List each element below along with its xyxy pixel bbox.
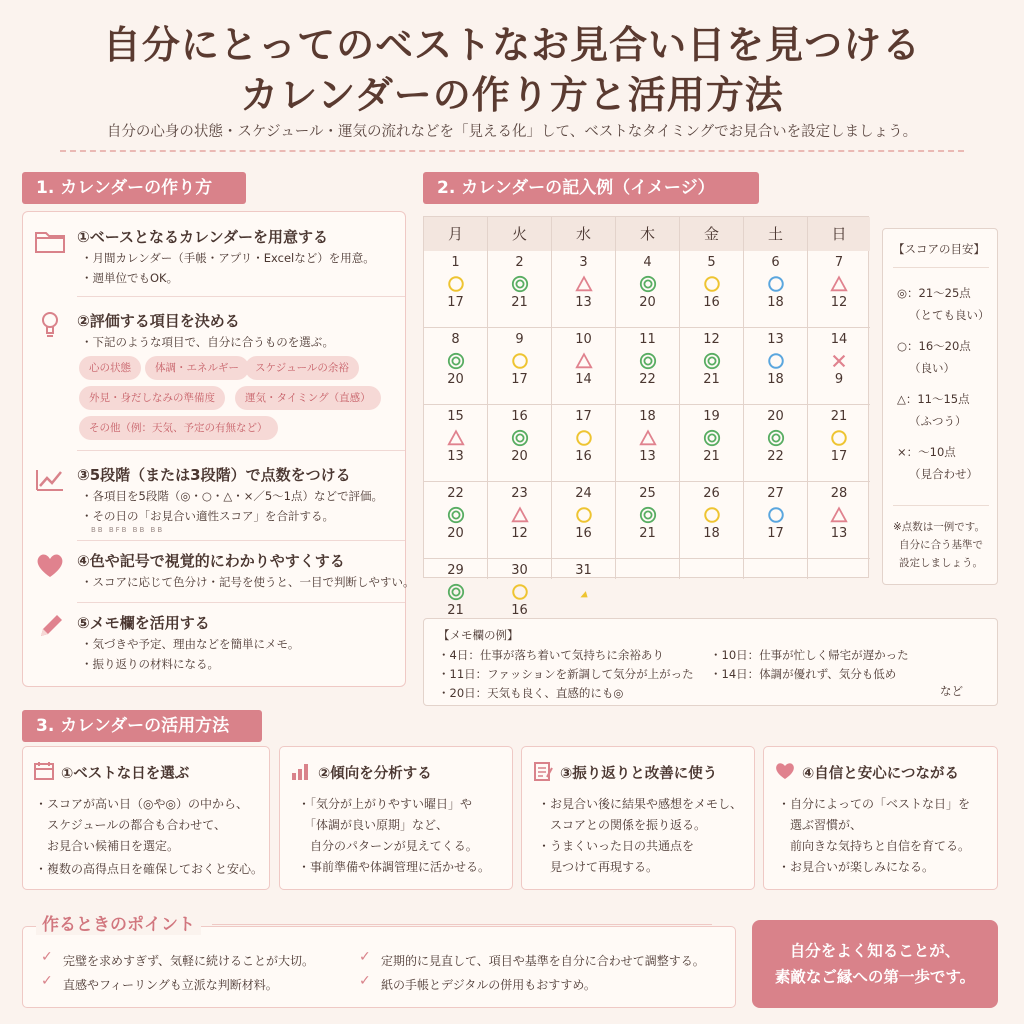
step-divider <box>77 296 405 297</box>
section1-heading: 1. カレンダーの作り方 <box>22 172 246 204</box>
day-score: 13 <box>447 449 464 464</box>
triangle-icon <box>830 506 848 524</box>
calendar-day-cell[interactable] <box>680 405 744 482</box>
circle-icon <box>511 352 529 370</box>
day-symbol <box>511 275 529 293</box>
day-score: 13 <box>575 295 592 310</box>
step-divider <box>77 540 405 541</box>
day-number: 26 <box>703 486 720 501</box>
memo-line: ・20日：天気も良く、直感的にも◎ <box>438 686 624 700</box>
day-score: 16 <box>575 526 592 541</box>
day-symbol <box>830 352 848 370</box>
card-line: 前向きな気持ちと自信を育てる。 <box>778 839 971 853</box>
card-title: ②傾向を分析する <box>318 766 432 782</box>
step-line: ・月間カレンダー（手帳・アプリ・Excelなど）を用意。 <box>81 251 375 265</box>
circle-icon <box>575 506 593 524</box>
page-subtitle: 自分の心身の状態・スケジュール・運気の流れなどを「見える化」して、ベストなタイミングでお見合いを設定しましょう。 <box>106 124 918 140</box>
calendar-day-cell[interactable] <box>424 328 488 405</box>
card-line: 見つけて再現する。 <box>538 860 659 874</box>
legend-range: △：11〜15点 <box>897 392 970 406</box>
triangle-icon <box>639 429 657 447</box>
step-title: ①ベースとなるカレンダーを用意する <box>77 228 328 246</box>
day-number: 24 <box>575 486 592 501</box>
day-symbol <box>447 352 465 370</box>
day-number: 11 <box>639 332 656 347</box>
calendar-day-cell[interactable] <box>424 482 488 559</box>
day-score: 16 <box>575 449 592 464</box>
memo-etc: など <box>940 684 963 698</box>
triangle-icon <box>830 275 848 293</box>
day-number: 13 <box>767 332 784 347</box>
step-line: ・スコアに応じて色分け・記号を使うと、一目で判断しやすい。 <box>81 575 415 589</box>
bar-chart-icon <box>290 761 312 781</box>
points-box <box>22 926 736 1008</box>
card-line: スケジュールの都合も合わせて、 <box>35 818 227 832</box>
double-circle-icon <box>767 429 785 447</box>
heart-icon <box>33 550 67 580</box>
day-number: 17 <box>575 409 592 424</box>
double-circle-icon <box>511 429 529 447</box>
day-score: 22 <box>767 449 784 464</box>
closing-line: 素敵なご縁への第一歩です。 <box>774 968 976 986</box>
day-number: 23 <box>511 486 528 501</box>
legend-label: （とても良い） <box>909 308 990 322</box>
check-icon: ✓ <box>359 949 371 965</box>
calendar-empty-cell <box>616 559 680 579</box>
notepad-icon <box>532 761 554 781</box>
card-title: ③振り返りと改善に使う <box>560 766 718 782</box>
card-line: ・お見合いが楽しみになる。 <box>778 860 935 874</box>
calendar-day-cell[interactable] <box>424 405 488 482</box>
card-line: 「体調が良い原期」など、 <box>298 818 449 832</box>
triangle-icon <box>575 275 593 293</box>
legend-note: 自分に合う基準で <box>899 539 983 551</box>
calendar-day-cell[interactable] <box>808 251 870 328</box>
usage-card-4 <box>763 746 998 890</box>
triangle-icon <box>575 583 593 601</box>
legend-title: 【スコアの目安】 <box>893 242 985 256</box>
card-line: スコアとの関係を振り返る。 <box>538 818 707 832</box>
calendar-day-cell[interactable] <box>616 251 680 328</box>
weekday-header: 木 <box>616 217 680 251</box>
day-symbol <box>447 583 465 601</box>
day-score: 20 <box>447 526 464 541</box>
step-title: ②評価する項目を決める <box>77 312 240 330</box>
calendar-empty-cell <box>680 559 744 579</box>
day-symbol <box>511 352 529 370</box>
day-number: 19 <box>703 409 720 424</box>
day-number: 9 <box>515 332 524 347</box>
card-title: ①ベストな日を選ぶ <box>61 766 190 782</box>
calendar-day-cell[interactable] <box>552 328 616 405</box>
closing-line: 自分をよく知ることが、 <box>789 942 961 960</box>
day-symbol <box>767 506 785 524</box>
day-score: 21 <box>703 449 720 464</box>
circle-icon <box>575 429 593 447</box>
day-score: 18 <box>767 295 784 310</box>
step-line: ・振り返りの材料になる。 <box>81 657 219 671</box>
calendar-day-cell[interactable] <box>616 482 680 559</box>
double-circle-icon <box>703 429 721 447</box>
page-title-line1: 自分にとってのベストなお見合い日を見つける <box>102 23 922 67</box>
memo-title: 【メモ欄の例】 <box>438 628 519 642</box>
double-circle-icon <box>639 275 657 293</box>
point-item: 完璧を求めすぎず、気軽に続けることが大切。 <box>63 954 315 968</box>
day-number: 20 <box>767 409 784 424</box>
page-title-line2: カレンダーの作り方と活用方法 <box>240 73 784 117</box>
day-number: 25 <box>639 486 656 501</box>
tag-pill: 心の状態 <box>79 356 141 380</box>
day-symbol <box>830 506 848 524</box>
day-symbol <box>575 506 593 524</box>
day-symbol <box>830 275 848 293</box>
day-symbol <box>447 506 465 524</box>
step-title: ④色や記号で視覚的にわかりやすくする <box>77 552 345 570</box>
legend-range: ◎：21〜25点 <box>897 286 971 300</box>
card-line: お見合い候補日を選定。 <box>35 839 180 853</box>
legend-note: ※点数は一例です。 <box>893 521 985 533</box>
day-number: 7 <box>834 255 844 270</box>
day-number: 14 <box>830 332 848 347</box>
day-number: 10 <box>575 332 592 347</box>
weekday-header: 土 <box>744 217 808 251</box>
day-number: 22 <box>447 486 464 501</box>
legend-range: ○：16〜20点 <box>897 339 971 353</box>
day-score: 17 <box>447 295 464 310</box>
calendar-day-cell[interactable] <box>488 328 552 405</box>
card-title: ④自信と安心につながる <box>802 766 959 782</box>
card-line: 自分のパターンが見えてくる。 <box>298 839 478 853</box>
day-number: 4 <box>643 255 652 270</box>
point-item: 直感やフィーリングも立派な判断材料。 <box>63 978 278 992</box>
day-score: 21 <box>447 603 464 618</box>
pencil-icon <box>33 612 67 642</box>
day-number: 16 <box>511 409 528 424</box>
calendar-day-cell[interactable] <box>744 251 808 328</box>
points-title-rule <box>212 924 712 925</box>
calendar-day-cell[interactable] <box>552 251 616 328</box>
day-score: 17 <box>767 526 784 541</box>
day-symbol <box>639 506 657 524</box>
day-symbol <box>511 429 529 447</box>
check-icon: ✓ <box>41 949 53 965</box>
step-line: ・各項目を5段階（◎・○・△・×／5〜1点）などで評価。 <box>81 489 383 503</box>
day-score: 12 <box>830 295 848 310</box>
score-legend <box>882 228 998 585</box>
double-circle-icon <box>447 506 465 524</box>
usage-card-3 <box>521 746 755 890</box>
calendar-day-cell[interactable] <box>808 482 870 559</box>
calendar-grid <box>423 216 869 618</box>
day-symbol <box>703 429 721 447</box>
day-number: 2 <box>515 255 524 270</box>
weekday-header: 日 <box>808 217 870 251</box>
step-divider <box>77 450 405 451</box>
calendar-day-cell[interactable] <box>488 405 552 482</box>
circle-icon <box>703 506 721 524</box>
card-line: ・事前準備や体調管理に活かせる。 <box>298 860 491 874</box>
memo-line: ・14日：体調が優れず、気分も低め <box>710 667 897 681</box>
triangle-icon <box>447 429 465 447</box>
day-symbol <box>575 583 593 601</box>
calendar-day-cell[interactable] <box>616 405 680 482</box>
double-circle-icon <box>447 352 465 370</box>
day-symbol <box>767 429 785 447</box>
double-circle-icon <box>703 352 721 370</box>
calendar-day-cell[interactable] <box>680 482 744 559</box>
usage-card-2 <box>279 746 513 890</box>
legend-label: （ふつう） <box>909 414 967 428</box>
double-circle-icon <box>447 583 465 601</box>
circle-icon <box>447 275 465 293</box>
legend-note: 設定しましょう。 <box>899 557 983 569</box>
day-score: 17 <box>830 449 848 464</box>
double-circle-icon <box>639 352 657 370</box>
day-score: 22 <box>639 372 656 387</box>
card-line: ・スコアが高い日（◎や◎）の中から、 <box>35 797 248 811</box>
card-line: ・うまくいった日の共通点を <box>538 839 695 853</box>
day-symbol <box>575 275 593 293</box>
calendar-day-cell[interactable] <box>680 251 744 328</box>
point-item: 紙の手帳とデジタルの併用もおすすめ。 <box>381 978 596 992</box>
day-score: 18 <box>703 526 720 541</box>
card-line: ・複数の高得点日を確保しておくと安心。 <box>35 862 264 876</box>
calendar-day-cell[interactable] <box>808 328 870 405</box>
calendar-empty-cell <box>808 559 870 579</box>
calendar-day-cell[interactable] <box>744 405 808 482</box>
calendar-day-cell[interactable] <box>488 559 552 618</box>
day-score: 21 <box>511 295 528 310</box>
day-symbol <box>703 352 721 370</box>
folder-icon <box>33 226 67 256</box>
calendar-day-cell[interactable] <box>424 251 488 328</box>
section3-heading: 3. カレンダーの活用方法 <box>22 710 262 742</box>
double-circle-icon <box>511 275 529 293</box>
circle-icon <box>511 583 529 601</box>
triangle-icon <box>575 352 593 370</box>
day-score: 9 <box>834 372 844 387</box>
calendar-day-cell[interactable] <box>552 482 616 559</box>
day-symbol <box>575 429 593 447</box>
tag-pill: スケジュールの余裕 <box>245 356 359 380</box>
day-number: 21 <box>830 409 848 424</box>
step-divider <box>77 602 405 603</box>
points-title: 作るときのポイント <box>36 910 201 935</box>
tag-pill: 外見・身だしなみの準備度 <box>79 386 225 410</box>
day-symbol <box>767 275 785 293</box>
day-symbol <box>639 352 657 370</box>
day-symbol <box>639 429 657 447</box>
circle-icon <box>767 352 785 370</box>
day-number: 18 <box>639 409 656 424</box>
memo-line: ・4日：仕事が落ち着いて気持ちに余裕あり <box>438 648 664 662</box>
double-circle-icon <box>639 506 657 524</box>
day-number: 30 <box>511 563 528 578</box>
weekday-header: 火 <box>488 217 552 251</box>
closing-message <box>752 920 998 1008</box>
day-score: 14 <box>575 372 592 387</box>
day-symbol <box>703 506 721 524</box>
tag-pill: その他（例：天気、予定の有無など） <box>79 416 278 440</box>
day-score: 16 <box>703 295 720 310</box>
day-score: 20 <box>639 295 656 310</box>
day-symbol <box>830 429 848 447</box>
check-icon: ✓ <box>359 973 371 989</box>
card-line: ・自分によっての「ベストな日」を <box>778 797 971 811</box>
memo-line: ・10日：仕事が忙しく帰宅が遅かった <box>710 648 909 662</box>
lightbulb-icon <box>33 310 67 340</box>
calendar-day-cell[interactable] <box>552 559 616 579</box>
day-score: 12 <box>511 526 528 541</box>
calendar-day-cell[interactable] <box>488 251 552 328</box>
calendar-day-cell[interactable] <box>744 328 808 405</box>
day-number: 28 <box>830 486 848 501</box>
day-number: 5 <box>707 255 716 270</box>
weekday-header: 水 <box>552 217 616 251</box>
circle-icon <box>767 275 785 293</box>
circle-icon <box>830 429 848 447</box>
day-number: 6 <box>771 255 780 270</box>
day-score: 20 <box>511 449 528 464</box>
calendar-icon <box>33 761 55 781</box>
chart-icon <box>33 464 67 494</box>
step-line: ・気づきや予定、理由などを簡単にメモ。 <box>81 637 300 651</box>
calendar-day-cell[interactable] <box>616 328 680 405</box>
step-line: ・週単位でもOK。 <box>81 271 179 285</box>
calendar-day-cell[interactable] <box>744 482 808 559</box>
day-number: 1 <box>451 255 460 270</box>
tag-pill: 運気・タイミング（直感） <box>235 386 381 410</box>
usage-card-1 <box>22 746 270 890</box>
cross-icon <box>830 352 848 370</box>
day-number: 3 <box>579 255 588 270</box>
circle-icon <box>767 506 785 524</box>
day-number: 31 <box>575 563 592 578</box>
legend-divider <box>893 505 989 506</box>
day-number: 15 <box>447 409 464 424</box>
triangle-icon <box>511 506 529 524</box>
day-symbol <box>575 352 593 370</box>
day-score: 21 <box>639 526 656 541</box>
calendar-empty-cell <box>744 559 808 579</box>
legend-label: （良い） <box>909 361 955 375</box>
day-number: 29 <box>447 563 464 578</box>
day-score: 18 <box>767 372 784 387</box>
circle-icon <box>703 275 721 293</box>
day-symbol <box>767 352 785 370</box>
day-number: 8 <box>451 332 460 347</box>
card-line: 選ぶ習慣が、 <box>778 818 863 832</box>
day-score: 13 <box>639 449 656 464</box>
legend-range: ×：〜10点 <box>897 445 956 459</box>
step-title: ⑤メモ欄を活用する <box>77 614 210 632</box>
heart-icon <box>774 761 796 781</box>
memo-box <box>423 618 998 706</box>
weekday-header: 金 <box>680 217 744 251</box>
legend-divider <box>893 267 989 268</box>
day-score: 20 <box>447 372 464 387</box>
calendar-day-cell[interactable] <box>680 328 744 405</box>
calendar-day-cell[interactable] <box>488 482 552 559</box>
weekday-header: 月 <box>424 217 488 251</box>
day-symbol <box>511 583 529 601</box>
day-score: 13 <box>830 526 848 541</box>
section1-panel <box>22 211 415 687</box>
card-line: ・「気分が上がりやすい曜日」や <box>298 797 473 811</box>
check-icon: ✓ <box>41 973 53 989</box>
day-score: 16 <box>511 603 528 618</box>
step-line: ・下記のような項目で、自分に合うものを選ぶ。 <box>81 335 334 349</box>
day-score: 21 <box>703 372 720 387</box>
faint-text: BB BFB BB BB <box>91 526 165 534</box>
day-number: 27 <box>767 486 784 501</box>
calendar-day-cell[interactable] <box>424 559 488 618</box>
legend-label: （見合わせ） <box>909 467 978 481</box>
step-line: ・その日の「お見合い適性スコア」を合計する。 <box>81 509 334 523</box>
tag-pill: 体調・エネルギー <box>145 356 249 380</box>
calendar-day-cell[interactable] <box>808 405 870 482</box>
section2-heading: 2. カレンダーの記入例（イメージ） <box>423 172 759 204</box>
day-symbol <box>703 275 721 293</box>
day-symbol <box>639 275 657 293</box>
day-number: 12 <box>703 332 720 347</box>
day-symbol <box>447 275 465 293</box>
point-item: 定期的に見直して、項目や基準を自分に合わせて調整する。 <box>381 954 705 968</box>
calendar-day-cell[interactable] <box>552 405 616 482</box>
step-title: ③5段階（または3段階）で点数をつける <box>77 466 351 484</box>
card-line: ・お見合い後に結果や感想をメモし、 <box>538 797 743 811</box>
header-divider <box>60 150 964 152</box>
day-symbol <box>511 506 529 524</box>
memo-line: ・11日：ファッションを新調して気分が上がった <box>438 667 694 681</box>
day-score: 17 <box>511 372 528 387</box>
day-symbol <box>447 429 465 447</box>
